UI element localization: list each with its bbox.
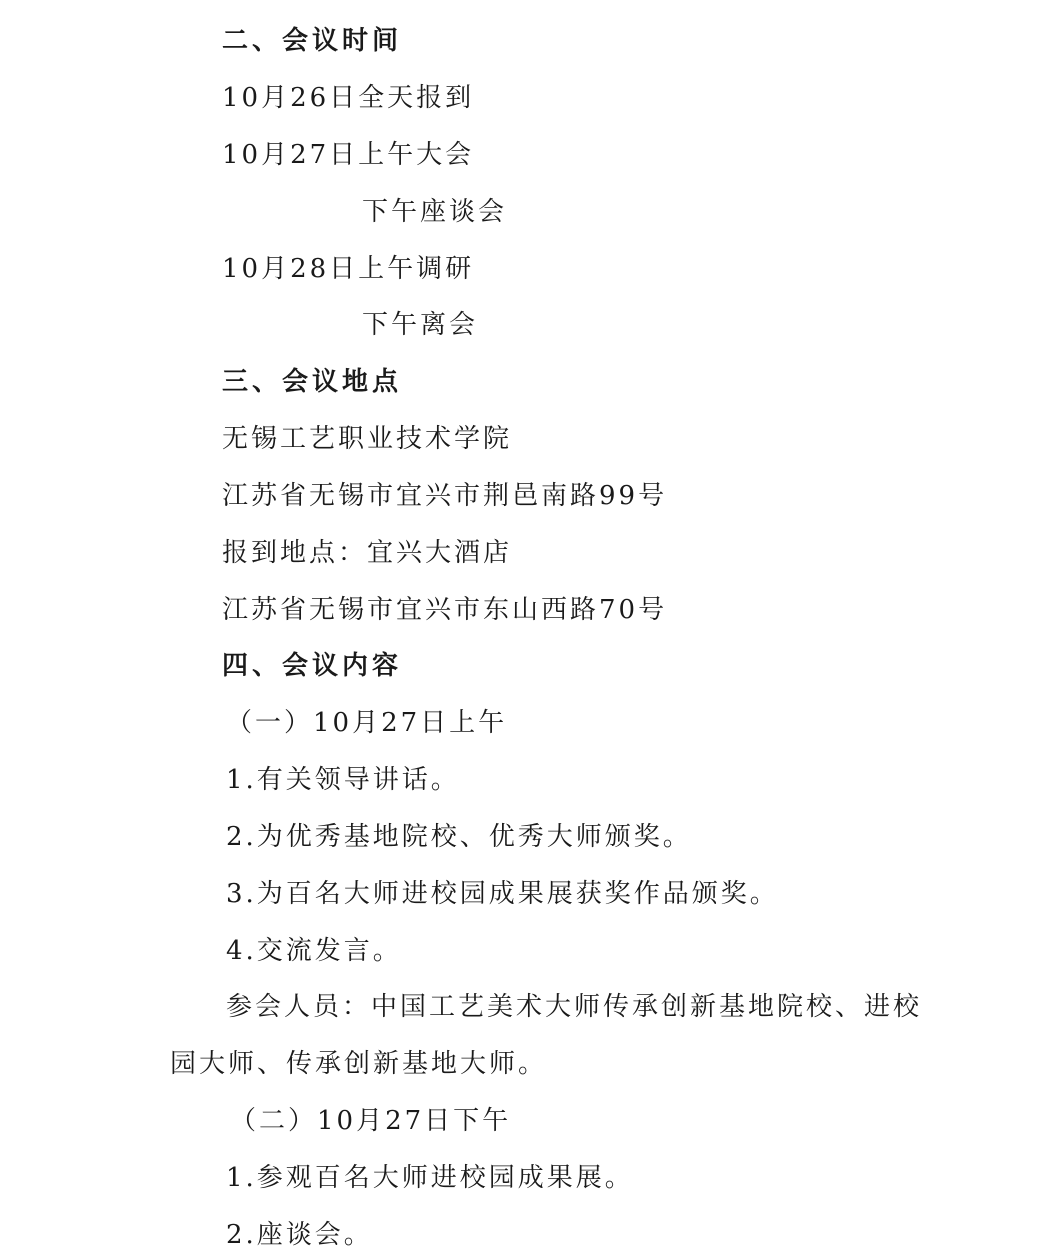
agenda-item: 4.交流发言。 bbox=[226, 936, 402, 966]
agenda-item: 2.为优秀基地院校、优秀大师颁奖。 bbox=[226, 822, 692, 852]
agenda-item: 1.参观百名大师进校园成果展。 bbox=[226, 1163, 634, 1193]
section-heading-time: 二、会议时间 bbox=[222, 26, 403, 56]
schedule-line: 下午座谈会 bbox=[362, 197, 508, 227]
participants-line: 参会人员：中国工艺美术大师传承创新基地院校、进校 bbox=[226, 992, 923, 1022]
schedule-line: 10月27日上午大会 bbox=[222, 140, 475, 170]
schedule-line: 10月26日全天报到 bbox=[222, 83, 475, 113]
subsection-title: （一）10月27日上午 bbox=[226, 708, 508, 738]
participants-line: 园大师、传承创新基地大师。 bbox=[170, 1049, 548, 1079]
agenda-item: 2.座谈会。 bbox=[226, 1220, 373, 1250]
venue-line: 报到地点：宜兴大酒店 bbox=[222, 538, 513, 568]
agenda-item: 1.有关领导讲话。 bbox=[226, 765, 460, 795]
section-heading-venue: 三、会议地点 bbox=[222, 367, 403, 397]
agenda-item: 3.为百名大师进校园成果展获奖作品颁奖。 bbox=[226, 879, 779, 909]
venue-line: 江苏省无锡市宜兴市东山西路70号 bbox=[222, 595, 668, 625]
schedule-line: 10月28日上午调研 bbox=[222, 254, 475, 284]
venue-line: 无锡工艺职业技术学院 bbox=[222, 424, 513, 454]
venue-line: 江苏省无锡市宜兴市荆邑南路99号 bbox=[222, 481, 668, 511]
schedule-line: 下午离会 bbox=[362, 310, 479, 340]
subsection-title: （二）10月27日下午 bbox=[230, 1106, 512, 1136]
section-heading-content: 四、会议内容 bbox=[222, 651, 403, 681]
